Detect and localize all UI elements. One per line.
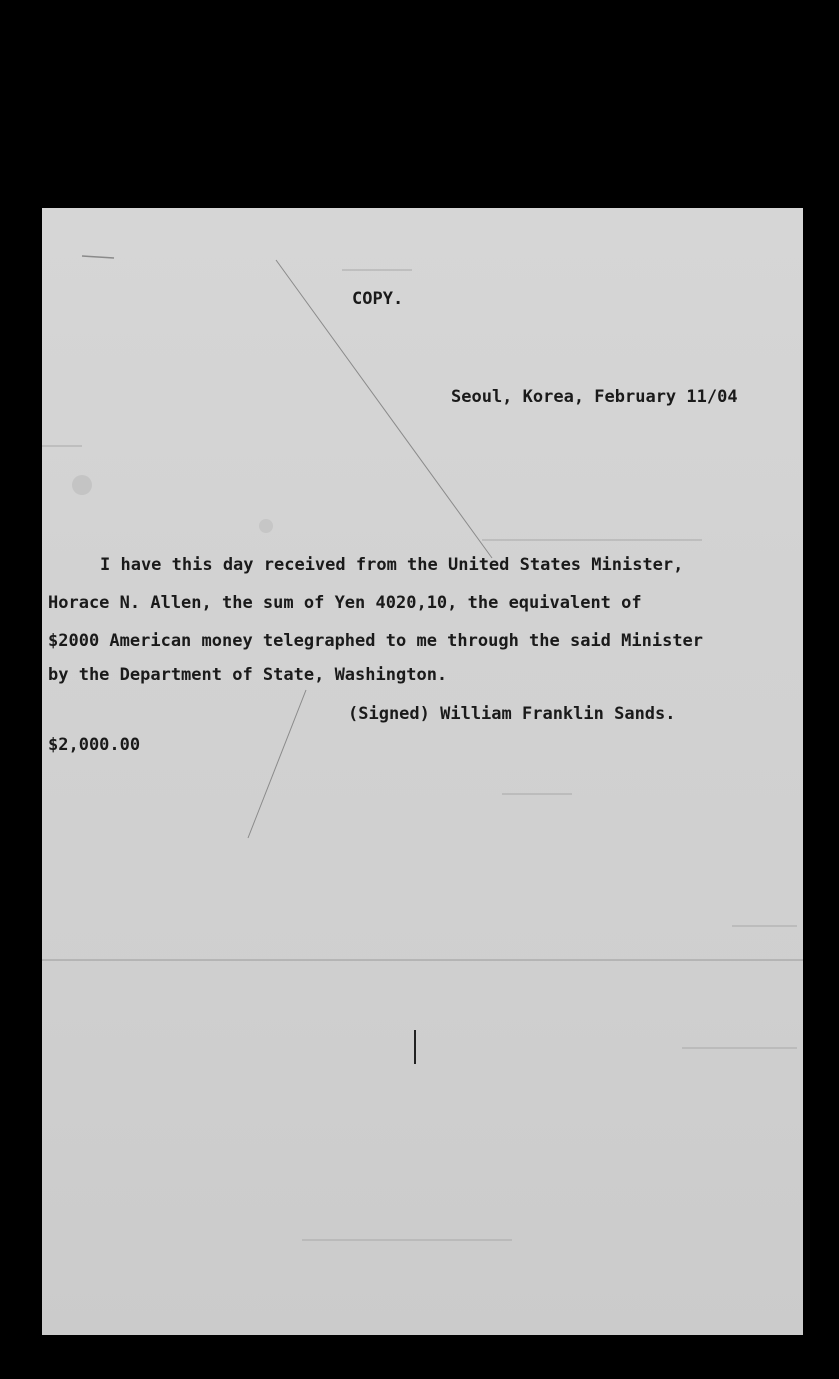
stain-spot (72, 475, 92, 495)
body-line: Horace N. Allen, the sum of Yen 4020,10, the equivalent of (48, 593, 642, 613)
document-sheet (42, 208, 803, 1335)
pencil-mark (82, 256, 114, 258)
body-line: I have this day received from the United States Minister, (100, 555, 684, 575)
body-line: $2000 American money telegraphed to me through the said Minister (48, 631, 704, 651)
dateline: Seoul, Korea, February 11/04 (451, 387, 738, 407)
signature-line: (Signed) William Franklin Sands. (348, 704, 676, 724)
amount: $2,000.00 (48, 735, 141, 755)
body-line: by the Department of State, Washington. (48, 665, 448, 685)
pencil-stroke (248, 690, 306, 838)
stain-spot (259, 519, 273, 533)
document-heading: COPY. (352, 289, 404, 309)
scan-artifacts (42, 208, 803, 1335)
